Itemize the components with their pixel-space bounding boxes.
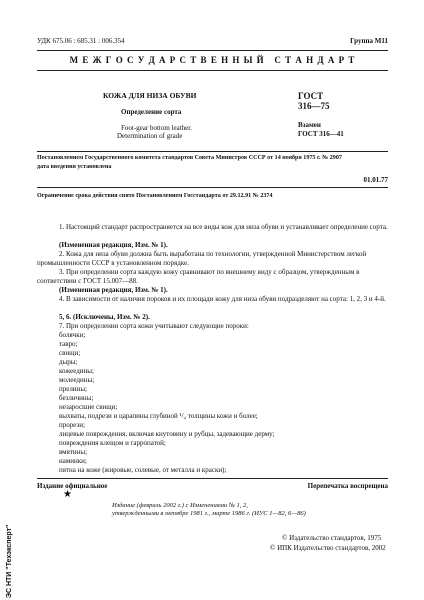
- title-rule: [37, 151, 388, 152]
- clause-5-6: 5, 6. (Исключены, Изм. № 2).: [59, 313, 150, 321]
- list-item: выхваты, подрези и царапины глубиной ¹/₄ толщины кожи и более;: [59, 412, 258, 420]
- replaces-value: ГОСТ 316—41: [298, 130, 344, 138]
- edition-info-2: утвержденными в октябре 1981 г., марте 1986 г. (ИУС 1—82, 6—86): [112, 510, 306, 517]
- clause-3: 3. При определении сорта каждую кожу сравнивают по внешнему виду с образцом, утвержденным в соответствии с ГОСТ 15.007—88.: [37, 268, 360, 285]
- list-item: лицевые повреждения, включая кнутовину и рубцы, задевающие дерму;: [59, 430, 275, 438]
- star-icon: ★: [63, 489, 72, 500]
- edition-info-1: Издание (февраль 2002 г.) с Изменениями № 1, 2,: [112, 502, 248, 509]
- top-rule: [37, 50, 388, 51]
- copyright-2: © ИПК Издательство стандартов, 2002: [270, 544, 386, 552]
- list-item: наминки;: [59, 457, 87, 465]
- list-item: вмятины;: [59, 448, 88, 456]
- group-code: Группа М11: [350, 37, 388, 45]
- reprint-prohibited: Перепечатка воспрещена: [307, 482, 388, 490]
- list-item: кожеедины;: [59, 367, 94, 375]
- gost-number: 316—75: [298, 101, 330, 111]
- copyright-1: © Издательство стандартов, 1975: [282, 534, 382, 542]
- clause-1: 1. Настоящий стандарт распространяется на все виды кож для низа обуви и устанавливает определение сорта.: [59, 223, 388, 231]
- clause-4: 4. В зависимости от наличия пороков и их площади кожу для низа обуви подразделяют на сорта: 1, 2, 3 и 4-й.: [59, 295, 386, 303]
- list-item: безличины;: [59, 394, 94, 402]
- title-english-1: Foot-gear bottom leather.: [121, 124, 192, 132]
- limitation-note: Ограничение срока действия снято Постановлением Госстандарта от 29.12.91 № 2374: [37, 193, 273, 199]
- introduction-date: 01.01.77: [363, 176, 388, 184]
- standard-banner: М Е Ж Г О С У Д А Р С Т В Е Н Н Ы Й С Т А Н Д А Р Т: [69, 55, 356, 65]
- list-item: незаросшие свищи;: [59, 403, 118, 411]
- clause-7: 7. При определении сорта кожи учитывают следующие пороки:: [59, 322, 249, 330]
- list-item: пятна на коже (жировые, солевые, от металла и краски);: [59, 466, 227, 474]
- document-subtitle: Определение сорта: [121, 108, 182, 116]
- decree-rule: [37, 187, 388, 188]
- list-item: прелины;: [59, 385, 87, 393]
- list-item: свищи;: [59, 349, 81, 357]
- list-item: тавро;: [59, 340, 78, 348]
- list-item: молеедины;: [59, 376, 95, 384]
- document-title: КОЖА ДЛЯ НИЗА ОБУВИ: [103, 91, 197, 100]
- decree-line-1: Постановлением Государственного комитета стандартов Совета Министров СССР от 14 ноября 1975 г. № 2907: [37, 155, 342, 161]
- title-english-2: Determination of grade: [117, 132, 183, 140]
- side-stamp: ЭС НТИ "Техэксперт": [6, 524, 13, 598]
- edition-note-1: (Измененная редакция, Изм. № 1).: [59, 241, 168, 249]
- list-item: болячки;: [59, 331, 86, 339]
- edition-official: Издание официальное: [37, 482, 108, 490]
- edition-note-2: (Измененная редакция, Изм. № 1).: [59, 286, 168, 294]
- udk-code: УДК 675.06 : 685.31 : 006.354: [37, 37, 125, 45]
- replaces-label: Взамен: [298, 121, 321, 129]
- list-item: прорези;: [59, 421, 85, 429]
- footer-rule: [37, 478, 388, 479]
- gost-label: ГОСТ: [298, 91, 324, 101]
- clause-2: 2. Кожа для низа обуви должна быть выработана по технологии, утвержденной Министерством легкой промышленности СССР в установленном порядке.: [37, 250, 367, 267]
- list-item: дыры;: [59, 358, 78, 366]
- decree-line-2: дата введения установлена: [37, 164, 112, 170]
- list-item: повреждения клещом и гарропатой;: [59, 439, 166, 447]
- banner-rule: [37, 70, 388, 71]
